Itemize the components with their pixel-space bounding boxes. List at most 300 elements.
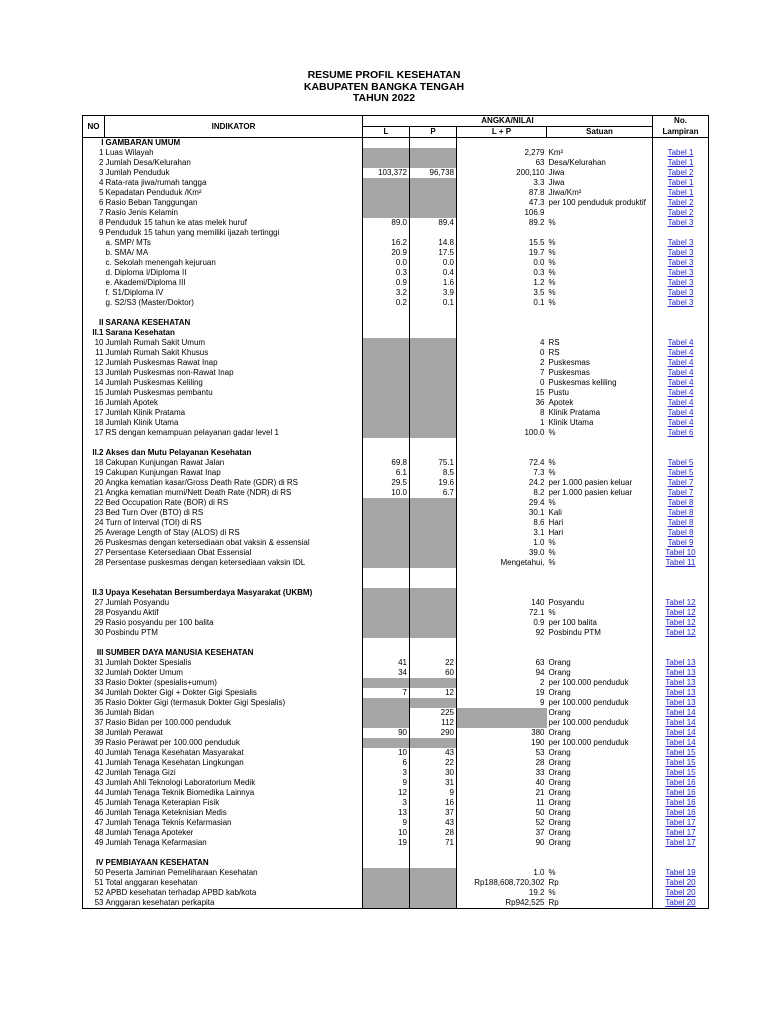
- lampiran-link[interactable]: Tabel 15: [665, 748, 696, 757]
- cell-sat: Orang: [547, 748, 653, 758]
- cell-no: [83, 288, 105, 298]
- cell-lam: [653, 358, 709, 368]
- cell-no: 36: [83, 708, 105, 718]
- lampiran-link[interactable]: Tabel 4: [667, 418, 694, 427]
- cell-p: [410, 898, 457, 909]
- lampiran-link[interactable]: Tabel 12: [665, 598, 696, 607]
- lampiran-link[interactable]: Tabel 4: [667, 398, 694, 407]
- cell-no: 46: [83, 808, 105, 818]
- cell-lam: [653, 708, 709, 718]
- cell-sat: [547, 638, 653, 648]
- cell-t: 19.7: [528, 248, 545, 257]
- lampiran-link[interactable]: Tabel 4: [667, 388, 694, 397]
- lampiran-link[interactable]: Tabel 8: [667, 518, 694, 527]
- cell-sat: Klinik Pratama: [547, 408, 653, 418]
- cell-l: [363, 648, 410, 658]
- cell-lam: [653, 698, 709, 708]
- cell-ind: Jumlah Dokter Umum: [105, 668, 363, 678]
- lampiran-link[interactable]: Tabel 16: [665, 788, 696, 797]
- cell-sat: %: [547, 268, 653, 278]
- cell-p: 9: [410, 788, 457, 798]
- cell-t: Rp942,525: [505, 898, 545, 907]
- lampiran-link[interactable]: Tabel 5: [667, 458, 694, 467]
- cell-sat: %: [547, 258, 653, 268]
- cell-lam: [653, 178, 709, 188]
- cell-t: [457, 228, 547, 238]
- lampiran-link[interactable]: Tabel 8: [667, 528, 694, 537]
- cell-ind: Rasio Perawat per 100.000 penduduk: [105, 738, 363, 748]
- cell-p: 37: [410, 808, 457, 818]
- cell-t: 52: [535, 818, 545, 827]
- cell-no: [83, 848, 105, 858]
- cell-lam: [653, 788, 709, 798]
- table-row: [83, 528, 709, 538]
- table-row: [83, 308, 709, 318]
- lampiran-link[interactable]: Tabel 15: [665, 768, 696, 777]
- table-row: [83, 158, 709, 168]
- lampiran-link[interactable]: Tabel 14: [665, 718, 696, 727]
- cell-p: [410, 588, 457, 598]
- cell-no: III: [83, 648, 105, 658]
- table-row: [83, 178, 709, 188]
- cell-l: [363, 328, 410, 338]
- lampiran-link[interactable]: Tabel 1: [667, 148, 694, 157]
- cell-no: [83, 248, 105, 258]
- cell-l: 13: [363, 808, 410, 818]
- cell-l: [363, 438, 410, 448]
- cell-no: 37: [83, 718, 105, 728]
- lampiran-link[interactable]: Tabel 3: [667, 248, 694, 257]
- cell-p: [410, 158, 457, 168]
- lampiran-link[interactable]: Tabel 1: [667, 178, 694, 187]
- cell-l: 89.0: [363, 218, 410, 228]
- cell-t: 0.9: [533, 618, 545, 627]
- cell-l: [363, 358, 410, 368]
- lampiran-link[interactable]: Tabel 3: [667, 268, 694, 277]
- cell-t: 87.8: [528, 188, 545, 197]
- table-row: [83, 278, 709, 288]
- cell-ind: g. S2/S3 (Master/Doktor): [105, 298, 363, 308]
- lampiran-link[interactable]: Tabel 2: [667, 198, 694, 207]
- cell-sat: Orang: [547, 828, 653, 838]
- cell-ind: Jumlah Perawat: [105, 728, 363, 738]
- cell-p: 19.6: [410, 478, 457, 488]
- lampiran-link[interactable]: Tabel 1: [667, 188, 694, 197]
- cell-ind: Bed Turn Over (BTO) di RS: [105, 508, 363, 518]
- lampiran-link[interactable]: Tabel 14: [665, 728, 696, 737]
- cell-ind: Average Length of Stay (ALOS) di RS: [105, 528, 363, 538]
- cell-p: [410, 578, 457, 588]
- cell-p: 22: [410, 758, 457, 768]
- cell-l: [363, 508, 410, 518]
- cell-ind: f. S1/Diploma IV: [105, 288, 363, 298]
- lampiran-link[interactable]: Tabel 13: [665, 678, 696, 687]
- cell-t: 200,110: [516, 168, 545, 177]
- lampiran-link[interactable]: Tabel 20: [665, 888, 696, 897]
- lampiran-link[interactable]: Tabel 3: [667, 258, 694, 267]
- cell-lam: [653, 448, 709, 458]
- cell-ind: Jumlah Tenaga Keteknisian Medis: [105, 808, 363, 818]
- cell-lam: [653, 278, 709, 288]
- cell-t: [457, 578, 547, 588]
- lampiran-link[interactable]: Tabel 4: [667, 348, 694, 357]
- cell-l: 41: [363, 658, 410, 668]
- cell-p: [410, 308, 457, 318]
- table-row: [83, 678, 709, 688]
- cell-p: [410, 678, 457, 688]
- lampiran-link[interactable]: Tabel 4: [667, 378, 694, 387]
- lampiran-link[interactable]: Tabel 12: [665, 628, 696, 637]
- cell-sat: per 100 penduduk produktif: [547, 198, 653, 208]
- lampiran-link[interactable]: Tabel 5: [667, 468, 694, 477]
- lampiran-link[interactable]: Tabel 16: [665, 808, 696, 817]
- cell-p: [410, 618, 457, 628]
- cell-t: 8: [540, 408, 545, 417]
- cell-sat: Rp: [547, 898, 653, 909]
- cell-sat: Orang: [547, 838, 653, 848]
- lampiran-link[interactable]: Tabel 16: [665, 798, 696, 807]
- lampiran-link[interactable]: Tabel 1: [667, 158, 694, 167]
- cell-ind: Persentase Ketersediaan Obat Essensial: [105, 548, 363, 558]
- lampiran-link[interactable]: Tabel 15: [665, 758, 696, 767]
- cell-l: [363, 378, 410, 388]
- cell-lam: [653, 388, 709, 398]
- cell-t: 1.0: [533, 868, 545, 877]
- lampiran-link[interactable]: Tabel 3: [667, 238, 694, 247]
- table-row: [83, 148, 709, 158]
- cell-sat: Desa/Kelurahan: [547, 158, 653, 168]
- cell-lam: [653, 628, 709, 638]
- cell-no: 9: [83, 228, 105, 238]
- cell-t: 15: [535, 388, 545, 397]
- cell-sat: Apotek: [547, 398, 653, 408]
- cell-no: 11: [83, 348, 105, 358]
- cell-no: 49: [83, 838, 105, 848]
- cell-l: [363, 888, 410, 898]
- table-row: [83, 218, 709, 228]
- cell-sat: [547, 448, 653, 458]
- cell-l: 7: [363, 688, 410, 698]
- cell-no: II.3: [83, 588, 105, 598]
- cell-p: [410, 408, 457, 418]
- cell-no: [83, 268, 105, 278]
- table-row: [83, 518, 709, 528]
- lampiran-link[interactable]: Tabel 20: [665, 878, 696, 887]
- cell-ind: Jumlah Rumah Sakit Khusus: [105, 348, 363, 358]
- cell-ind: Jumlah Puskesmas pembantu: [105, 388, 363, 398]
- table-row: [83, 638, 709, 648]
- cell-sat: %: [547, 498, 653, 508]
- cell-lam: [653, 168, 709, 178]
- cell-l: 20.9: [363, 248, 410, 258]
- cell-sat: [547, 208, 653, 218]
- cell-no: [83, 638, 105, 648]
- table-row: [83, 168, 709, 178]
- cell-l: [363, 538, 410, 548]
- cell-lam: [653, 338, 709, 348]
- cell-p: 96,738: [410, 168, 457, 178]
- cell-t: 1.2: [533, 278, 545, 287]
- cell-t: 19: [535, 688, 545, 697]
- lampiran-link[interactable]: Tabel 13: [665, 658, 696, 667]
- cell-ind: Angka kematian kasar/Gross Death Rate (GDR) di RS: [105, 478, 363, 488]
- lampiran-link[interactable]: Tabel 7: [667, 478, 694, 487]
- cell-l: [363, 568, 410, 578]
- cell-p: 43: [410, 748, 457, 758]
- cell-p: 225: [410, 708, 457, 718]
- table-row: [83, 798, 709, 808]
- cell-t: 72.1: [528, 608, 545, 617]
- cell-no: 53: [83, 898, 105, 909]
- lampiran-link[interactable]: Tabel 12: [665, 608, 696, 617]
- cell-sat: Jiwa/Km²: [547, 188, 653, 198]
- cell-no: 17: [83, 428, 105, 438]
- lampiran-link[interactable]: Tabel 3: [667, 288, 694, 297]
- lampiran-link[interactable]: Tabel 17: [665, 828, 696, 837]
- cell-ind: Rasio Beban Tanggungan: [105, 198, 363, 208]
- cell-no: 33: [83, 678, 105, 688]
- table-row: [83, 708, 709, 718]
- cell-lam: [653, 198, 709, 208]
- cell-p: [410, 638, 457, 648]
- lampiran-link[interactable]: Tabel 7: [667, 488, 694, 497]
- lampiran-link[interactable]: Tabel 17: [665, 838, 696, 847]
- cell-lam: [653, 578, 709, 588]
- cell-sat: [547, 568, 653, 578]
- cell-l: [363, 138, 410, 149]
- cell-l: [363, 418, 410, 428]
- lampiran-link[interactable]: Tabel 19: [665, 868, 696, 877]
- cell-ind: Peserta Jaminan Pemeliharaan Kesehatan: [105, 868, 363, 878]
- lampiran-link[interactable]: Tabel 11: [665, 558, 696, 567]
- cell-t: 63: [535, 658, 545, 667]
- cell-lam: [653, 558, 709, 568]
- lampiran-link[interactable]: Tabel 2: [667, 168, 694, 177]
- cell-no: 4: [83, 178, 105, 188]
- cell-t: 1: [540, 418, 545, 427]
- cell-l: [363, 368, 410, 378]
- cell-p: [410, 138, 457, 149]
- cell-t: 7: [540, 368, 545, 377]
- cell-no: 10: [83, 338, 105, 348]
- cell-lam: [653, 758, 709, 768]
- cell-no: 19: [83, 468, 105, 478]
- table-row: [83, 368, 709, 378]
- cell-no: 8: [83, 218, 105, 228]
- cell-l: 0.2: [363, 298, 410, 308]
- cell-lam: [653, 148, 709, 158]
- cell-l: 10: [363, 748, 410, 758]
- cell-sat: RS: [547, 338, 653, 348]
- cell-ind: d. Diploma I/Diploma II: [105, 268, 363, 278]
- table-row: [83, 768, 709, 778]
- table-row: [83, 818, 709, 828]
- cell-sat: Pustu: [547, 388, 653, 398]
- lampiran-link[interactable]: Tabel 3: [667, 278, 694, 287]
- lampiran-link[interactable]: Tabel 4: [667, 368, 694, 377]
- lampiran-link[interactable]: Tabel 3: [667, 298, 694, 307]
- lampiran-link[interactable]: Tabel 4: [667, 338, 694, 347]
- cell-p: 28: [410, 828, 457, 838]
- lampiran-link[interactable]: Tabel 13: [665, 698, 696, 707]
- cell-sat: Kali: [547, 508, 653, 518]
- lampiran-link[interactable]: Tabel 13: [665, 668, 696, 677]
- table-row: [83, 828, 709, 838]
- cell-lam: [653, 888, 709, 898]
- cell-lam: [653, 868, 709, 878]
- lampiran-link[interactable]: Tabel 20: [665, 898, 696, 907]
- cell-t: [457, 708, 547, 718]
- cell-sat: per 100.000 penduduk: [547, 718, 653, 728]
- cell-ind: Turn of Interval (TOI) di RS: [105, 518, 363, 528]
- cell-p: [410, 548, 457, 558]
- cell-no: II.2: [83, 448, 105, 458]
- table-row: [83, 758, 709, 768]
- cell-t: 53: [535, 748, 545, 757]
- cell-sat: Puskesmas: [547, 358, 653, 368]
- cell-p: [410, 428, 457, 438]
- cell-sat: Klinik Utama: [547, 418, 653, 428]
- lampiran-link[interactable]: Tabel 8: [667, 498, 694, 507]
- cell-sat: [547, 648, 653, 658]
- cell-lam: [653, 398, 709, 408]
- cell-sat: [547, 438, 653, 448]
- lampiran-link[interactable]: Tabel 3: [667, 218, 694, 227]
- cell-no: [83, 438, 105, 448]
- cell-l: [363, 738, 410, 748]
- cell-t: 106.9: [524, 208, 545, 217]
- cell-t: 2,279: [524, 148, 545, 157]
- cell-p: [410, 858, 457, 868]
- cell-sat: %: [547, 558, 653, 568]
- cell-l: [363, 868, 410, 878]
- cell-no: 29: [83, 618, 105, 628]
- lampiran-link[interactable]: Tabel 6: [667, 428, 694, 437]
- cell-lam: [653, 688, 709, 698]
- lampiran-link[interactable]: Tabel 14: [665, 708, 696, 717]
- cell-lam: [653, 368, 709, 378]
- lampiran-link[interactable]: Tabel 14: [665, 738, 696, 747]
- cell-l: 3.2: [363, 288, 410, 298]
- cell-t: 30.1: [528, 508, 545, 517]
- cell-sat: %: [547, 868, 653, 878]
- cell-p: [410, 538, 457, 548]
- cell-t: 140: [531, 598, 545, 607]
- table-row: [83, 408, 709, 418]
- cell-lam: [653, 838, 709, 848]
- cell-lam: [653, 308, 709, 318]
- cell-p: [410, 438, 457, 448]
- cell-l: [363, 318, 410, 328]
- table-row: [83, 548, 709, 558]
- table-row: [83, 888, 709, 898]
- cell-lam: [653, 658, 709, 668]
- cell-no: 7: [83, 208, 105, 218]
- cell-sat: Orang: [547, 708, 653, 718]
- cell-no: 24: [83, 518, 105, 528]
- lampiran-link[interactable]: Tabel 16: [665, 778, 696, 787]
- table-row: [83, 668, 709, 678]
- cell-ind: Luas Wilayah: [105, 148, 363, 158]
- cell-sat: %: [547, 888, 653, 898]
- cell-ind: Jumlah Tenaga Kefarmasian: [105, 838, 363, 848]
- table-row: [83, 188, 709, 198]
- cell-no: 51: [83, 878, 105, 888]
- cell-sat: [547, 578, 653, 588]
- cell-t: 4: [540, 338, 545, 347]
- cell-sat: per 100.000 penduduk: [547, 678, 653, 688]
- cell-l: 0.3: [363, 268, 410, 278]
- lampiran-link[interactable]: Tabel 12: [665, 618, 696, 627]
- cell-no: [83, 238, 105, 248]
- cell-ind: Sarana Kesehatan: [105, 328, 363, 338]
- cell-ind: c. Sekolah menengah kejuruan: [105, 258, 363, 268]
- cell-sat: Orang: [547, 788, 653, 798]
- cell-p: [410, 628, 457, 638]
- cell-no: 6: [83, 198, 105, 208]
- cell-t: 8.2: [533, 488, 545, 497]
- cell-lam: [653, 458, 709, 468]
- table-row: [83, 508, 709, 518]
- cell-lam: [653, 898, 709, 909]
- cell-p: [410, 228, 457, 238]
- cell-t: 19.2: [528, 888, 545, 897]
- lampiran-link[interactable]: Tabel 4: [667, 408, 694, 417]
- cell-lam: [653, 478, 709, 488]
- cell-lam: [653, 718, 709, 728]
- cell-t: [457, 138, 547, 149]
- cell-no: I: [83, 138, 105, 149]
- cell-p: 75.1: [410, 458, 457, 468]
- table-row: [83, 538, 709, 548]
- lampiran-link[interactable]: Tabel 2: [667, 208, 694, 217]
- lampiran-link[interactable]: Tabel 13: [665, 688, 696, 697]
- cell-no: 20: [83, 478, 105, 488]
- cell-t: 190: [531, 738, 545, 747]
- header-indikator: INDIKATOR: [105, 116, 363, 138]
- cell-lam: [653, 438, 709, 448]
- cell-no: [83, 258, 105, 268]
- cell-no: 47: [83, 818, 105, 828]
- lampiran-link[interactable]: Tabel 9: [667, 538, 694, 547]
- cell-lam: [653, 518, 709, 528]
- cell-l: 69.8: [363, 458, 410, 468]
- cell-lam: [653, 818, 709, 828]
- cell-ind: SARANA KESEHATAN: [105, 318, 363, 328]
- lampiran-link[interactable]: Tabel 8: [667, 508, 694, 517]
- cell-lam: [653, 738, 709, 748]
- cell-p: [410, 598, 457, 608]
- cell-p: 89.4: [410, 218, 457, 228]
- lampiran-link[interactable]: Tabel 4: [667, 358, 694, 367]
- cell-l: [363, 618, 410, 628]
- cell-ind: Angka kematian murni/Nett Death Rate (NDR) di RS: [105, 488, 363, 498]
- cell-no: 16: [83, 398, 105, 408]
- cell-l: 103,372: [363, 168, 410, 178]
- lampiran-link[interactable]: Tabel 10: [665, 548, 696, 557]
- cell-no: II.1: [83, 328, 105, 338]
- cell-lam: [653, 848, 709, 858]
- table-row: [83, 898, 709, 909]
- lampiran-link[interactable]: Tabel 17: [665, 818, 696, 827]
- cell-p: [410, 698, 457, 708]
- cell-sat: Puskesmas keliling: [547, 378, 653, 388]
- table-body: [83, 138, 709, 909]
- cell-sat: Orang: [547, 798, 653, 808]
- cell-l: 6.1: [363, 468, 410, 478]
- cell-p: 112: [410, 718, 457, 728]
- cell-ind: Jumlah Puskesmas Keliling: [105, 378, 363, 388]
